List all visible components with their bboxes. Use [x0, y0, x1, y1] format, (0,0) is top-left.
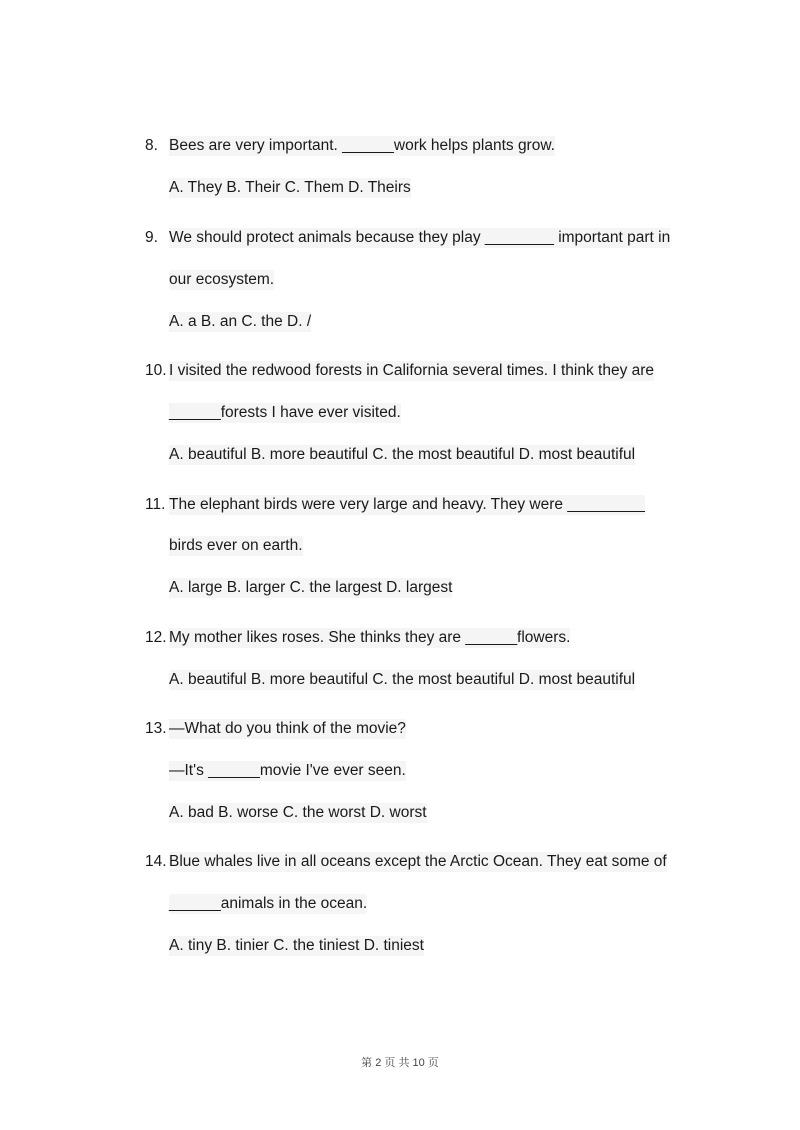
- question-number: 9.: [145, 229, 158, 246]
- question-stem-line: Bees are very important. ______work helps plants grow.: [169, 137, 555, 154]
- question-number: 8.: [145, 137, 158, 154]
- question-options: A. beautiful B. more beautiful C. the most beautiful D. most beautiful: [169, 671, 636, 688]
- question-options: A. They B. Their C. Them D. Theirs: [169, 179, 411, 196]
- question-stem-line: ______animals in the ocean.: [169, 895, 368, 912]
- question-stem-line: birds ever on earth.: [169, 537, 303, 554]
- question-number: 10.: [145, 362, 167, 379]
- question-number: 11.: [145, 496, 166, 513]
- question-options: A. large B. larger C. the largest D. largest: [169, 579, 453, 596]
- question-number: 12.: [145, 629, 167, 646]
- question-stem-line: I visited the redwood forests in California several times. I think they are: [169, 362, 655, 379]
- question-options: A. bad B. worse C. the worst D. worst: [169, 804, 427, 821]
- question-number: 13.: [145, 720, 167, 737]
- question-stem-line: We should protect animals because they play ________ important part in: [169, 229, 671, 246]
- question-stem-line: My mother likes roses. She thinks they are ______flowers.: [169, 629, 571, 646]
- question-stem-line: —It's ______movie I've ever seen.: [169, 762, 406, 779]
- question-stem-line: The elephant birds were very large and heavy. They were _________: [169, 496, 645, 513]
- question-stem-line: Blue whales live in all oceans except the Arctic Ocean. They eat some of: [169, 853, 667, 870]
- question-options: A. beautiful B. more beautiful C. the most beautiful D. most beautiful: [169, 446, 636, 463]
- question-options: A. a B. an C. the D. /: [169, 313, 312, 330]
- question-stem-line: ______forests I have ever visited.: [169, 404, 401, 421]
- question-stem-line: our ecosystem.: [169, 271, 275, 288]
- page-footer: 第 2 页 共 10 页: [361, 1057, 439, 1069]
- question-options: A. tiny B. tinier C. the tiniest D. tiniest: [169, 937, 424, 954]
- question-number: 14.: [145, 853, 167, 870]
- question-stem-line: —What do you think of the movie?: [169, 720, 406, 737]
